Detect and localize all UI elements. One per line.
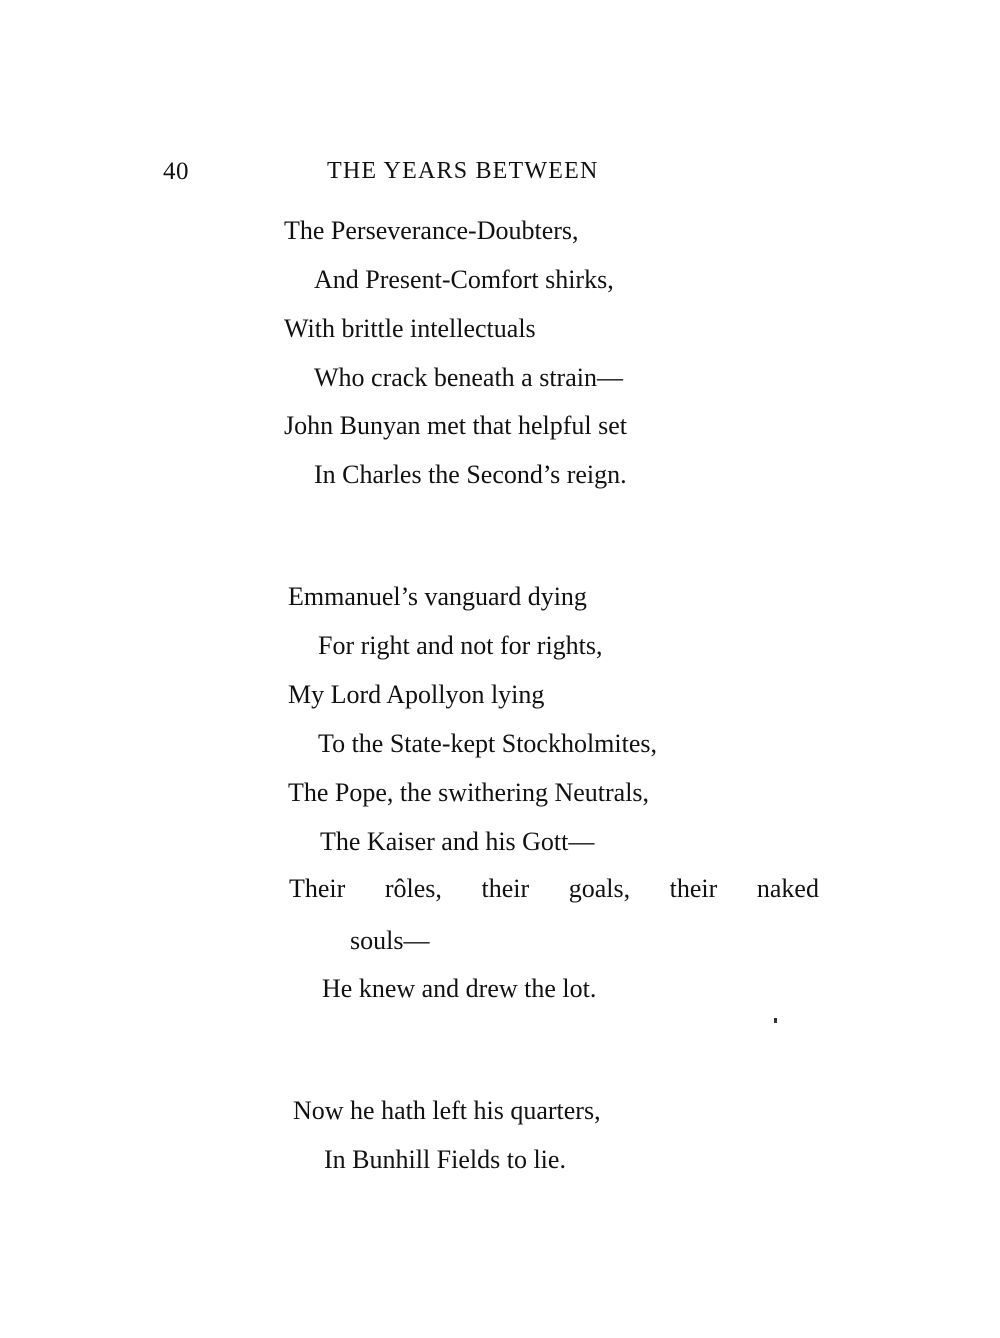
poem-line: For right and not for rights, — [318, 631, 603, 660]
poem-line: In Bunhill Fields to lie. — [324, 1145, 566, 1174]
poem-line: He knew and drew the lot. — [322, 974, 597, 1003]
poem-word: naked — [756, 874, 819, 903]
poem-line: John Bunyan met that helpful set — [284, 411, 628, 440]
poem-line: Emmanuel’s vanguard dying — [288, 582, 587, 611]
poem-line: My Lord Apollyon lying — [288, 680, 545, 709]
print-speck — [774, 1018, 777, 1023]
poem-word: their — [481, 874, 530, 903]
poem-line: The Perseverance-Doubters, — [284, 216, 579, 245]
poem-line-turnover: souls— — [350, 926, 430, 955]
poem-line: To the State-kept Stockholmites, — [318, 729, 658, 758]
poem-line: In Charles the Second’s reign. — [314, 460, 627, 489]
poem-line: And Present-Comfort shirks, — [314, 265, 614, 294]
poem-line: The Kaiser and his Gott— — [320, 827, 595, 856]
running-title: THE YEARS BETWEEN — [327, 158, 599, 184]
poem-line: With brittle intellectuals — [284, 314, 536, 343]
poem-line: The Pope, the swithering Neutrals, — [288, 778, 650, 807]
poem-word: rôles, — [384, 874, 442, 903]
poem-word: goals, — [568, 874, 631, 903]
poem-line: Now he hath left his quarters, — [293, 1096, 601, 1125]
poem-word: Their — [289, 874, 346, 903]
page-number: 40 — [163, 158, 189, 185]
poem-line: Who crack beneath a strain— — [314, 363, 623, 392]
poem-line-justified — [289, 876, 819, 902]
poem-word: their — [669, 874, 718, 903]
